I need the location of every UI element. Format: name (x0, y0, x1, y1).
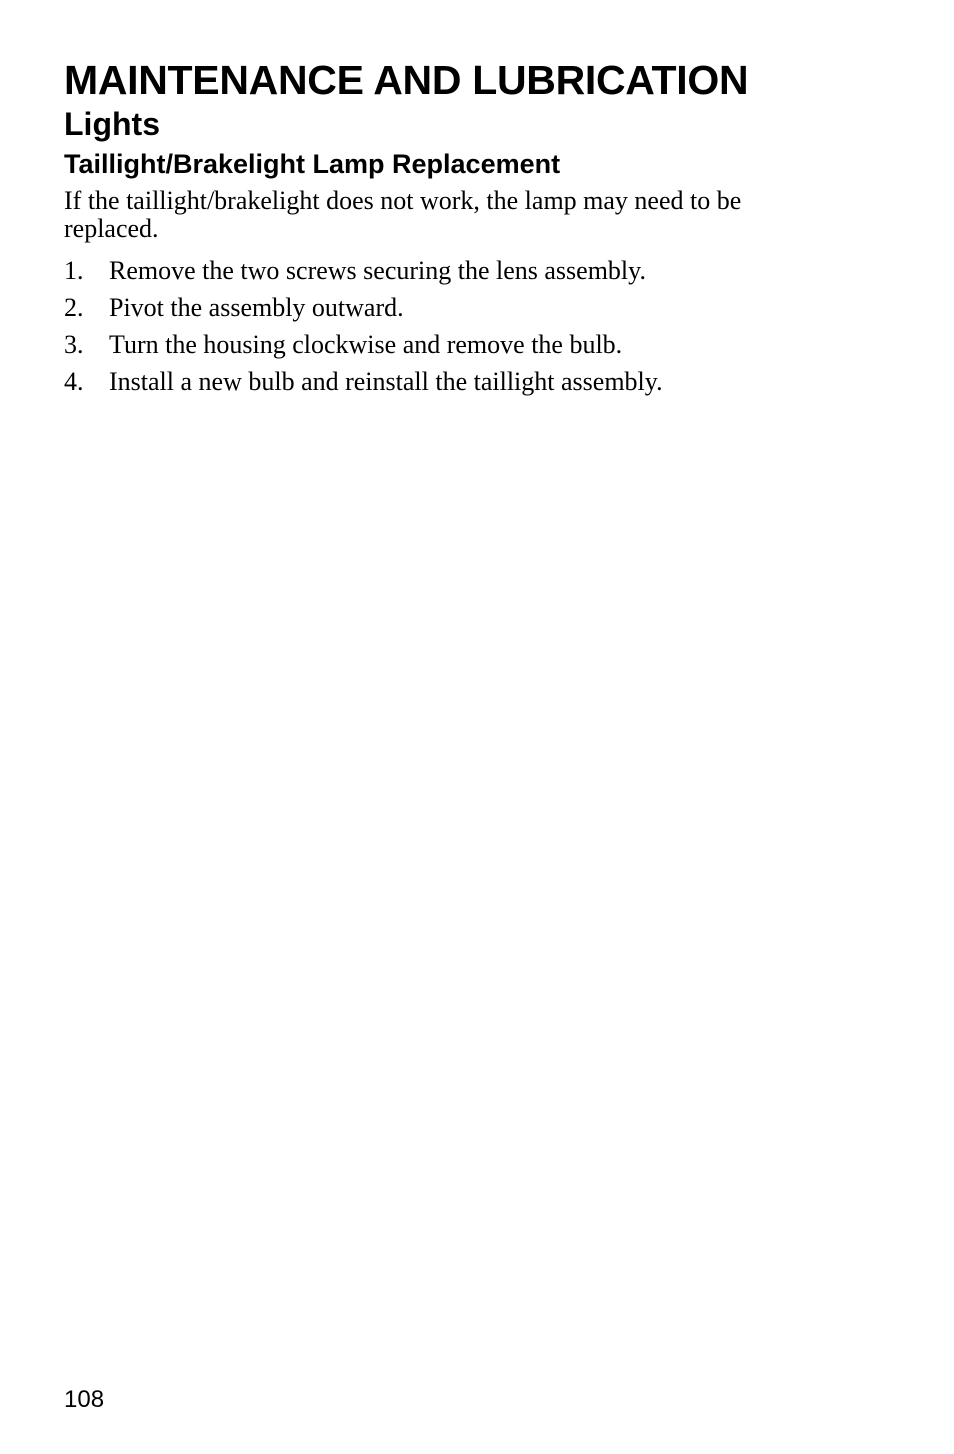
page-number: 108 (64, 1386, 105, 1413)
step-number: 1. (64, 256, 84, 285)
step-text: Install a new bulb and reinstall the taillight assembly. (109, 367, 663, 396)
list-item (64, 330, 663, 367)
section-title: Lights (64, 106, 160, 142)
step-text: Turn the housing clockwise and remove the bulb. (109, 330, 623, 359)
step-text: Remove the two screws securing the lens assembly. (109, 256, 646, 285)
step-number: 2. (64, 293, 84, 322)
list-item (64, 256, 663, 293)
subsection-title: Taillight/Brakelight Lamp Replacement (64, 149, 561, 179)
step-number: 3. (64, 330, 84, 359)
step-number: 4. (64, 367, 84, 396)
list-item (64, 293, 663, 330)
steps-list (64, 256, 663, 404)
intro-paragraph: If the taillight/brakelight does not work, the lamp may need to be replaced. (64, 186, 742, 243)
chapter-title: MAINTENANCE AND LUBRICATION (64, 57, 749, 103)
step-text: Pivot the assembly outward. (109, 293, 404, 322)
list-item (64, 367, 663, 404)
